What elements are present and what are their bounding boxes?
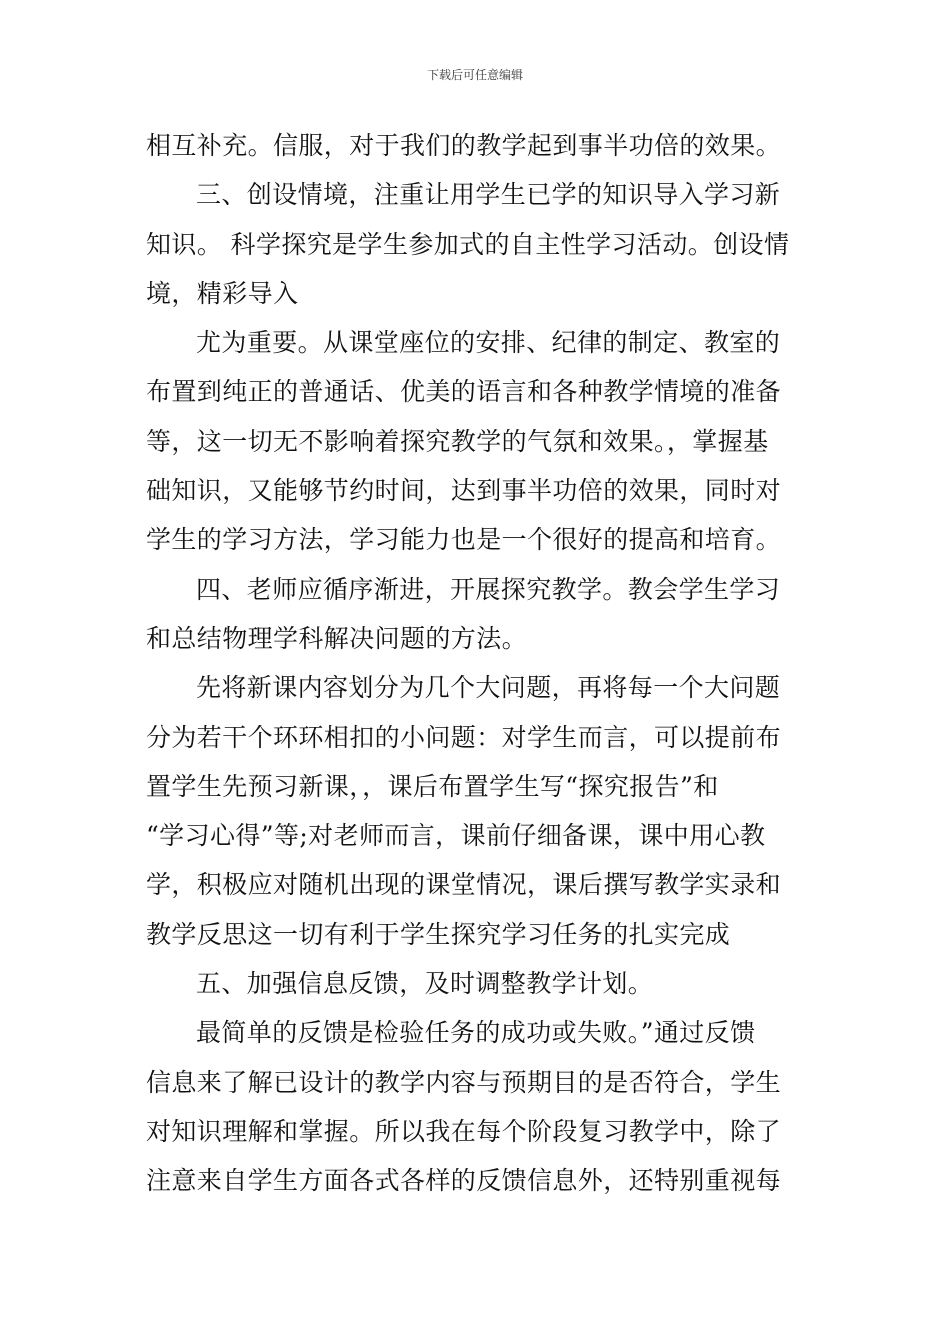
text-line: 五、加强信息反馈，及时调整教学计划。 [196,969,654,999]
text-line: 分为若干个环环相扣的小问题：对学生而言，可以提前布 [146,722,782,752]
text-line: 三、创设情境，注重让用学生已学的知识导入学习新 [196,180,781,210]
text-line: “学习心得”等;对老师而言，课前仔细备课，课中用心教 [146,821,766,851]
text-line: 和总结物理学科解决问题的方法。 [146,623,528,653]
text-line: 信息来了解已设计的教学内容与预期目的是否符合，学生 [146,1067,782,1097]
text-line: 相互补充。信服，对于我们的教学起到事半功倍的效果。 [146,131,782,160]
text-line: 境，精彩导入 [146,278,299,308]
text-line: 学生的学习方法，学习能力也是一个很好的提高和培育。 [146,525,782,555]
text-line: 对知识理解和掌握。所以我在每个阶段复习教学中，除了 [146,1116,782,1146]
text-line: 教学反思这一切有利于学生探究学习任务的扎实完成 [146,919,731,949]
text-line: 布置到纯正的普通话、优美的语言和各种教学情境的准备 [146,377,782,407]
text-line: 最简单的反馈是检验任务的成功或失败。”通过反馈 [196,1018,756,1048]
text-line: 尤为重要。从课堂座位的安排、纪律的制定、教室的 [196,328,781,358]
text-line: 等，这一切无不影响着探究教学的气氛和效果。，掌握基 [146,426,769,456]
text-line: 知识。 科学探究是学生参加式的自主性学习活动。创设情 [146,229,790,259]
page-header: 下载后可任意编辑 [426,68,523,82]
text-line: 础知识，又能够节约时间，达到事半功倍的效果，同时对 [146,476,782,506]
text-line: 先将新课内容划分为几个大问题，再将每一个大问题 [196,673,781,703]
text-line: 四、老师应循序渐进，开展探究教学。教会学生学习 [196,574,781,604]
text-line: 学，积极应对随机出现的课堂情况，课后撰写教学实录和 [146,870,782,900]
document-body [146,121,808,1206]
text-line: 置学生先预习新课，，课后布置学生写“探究报告”和 [146,771,719,801]
text-line: 注意来自学生方面各式各样的反馈信息外，还特别重视每 [146,1166,782,1196]
